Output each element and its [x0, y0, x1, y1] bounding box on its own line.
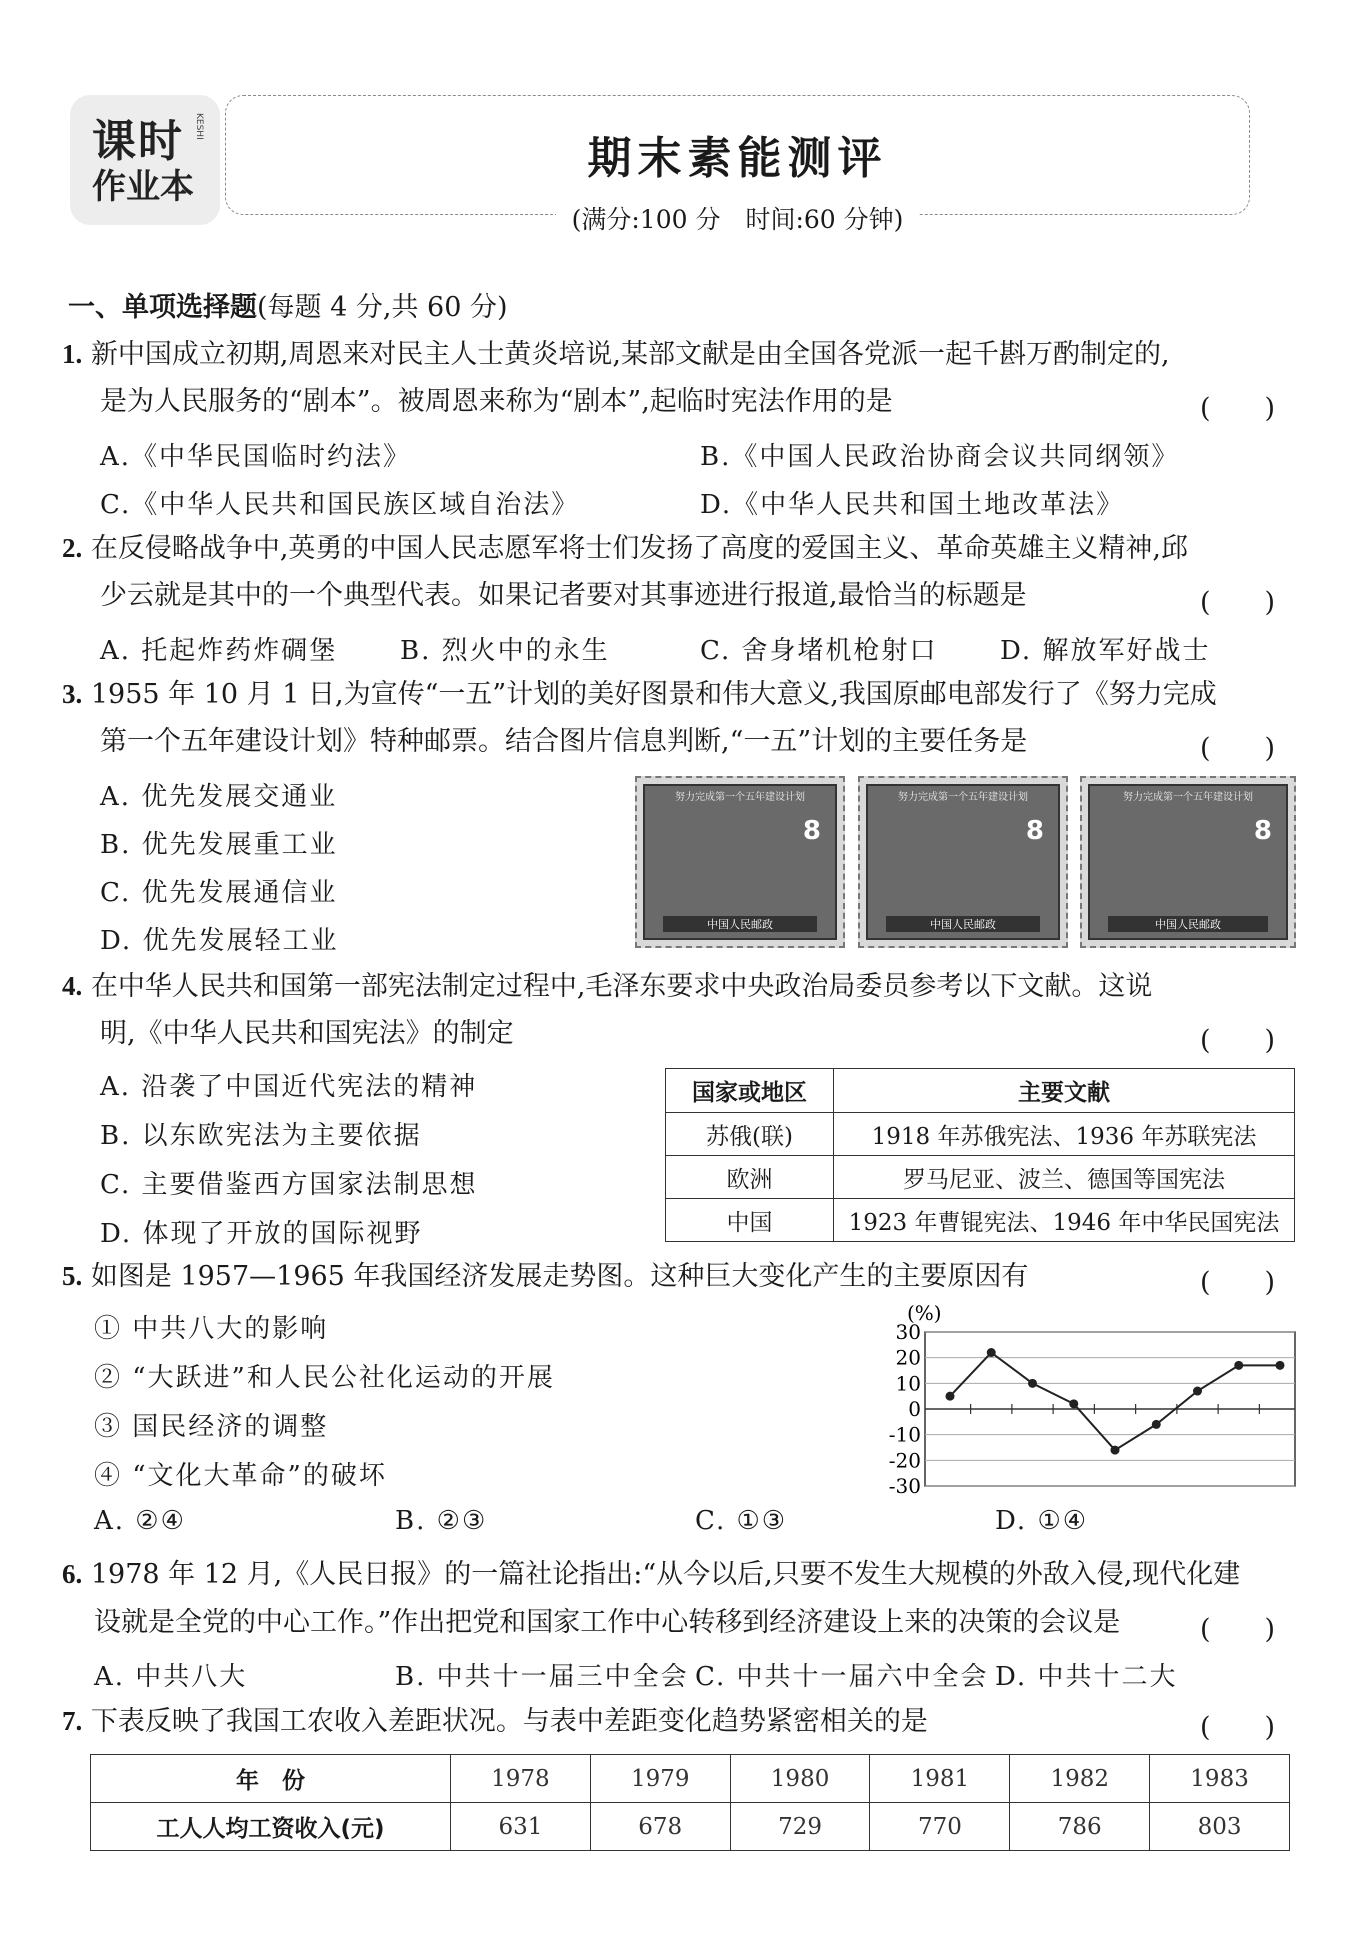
q3-option-c[interactable]: C. 优先发展通信业	[100, 878, 338, 908]
q2-option-a[interactable]: A. 托起炸药炸碉堡	[100, 636, 338, 666]
q3-option-b[interactable]: B. 优先发展重工业	[100, 830, 338, 860]
q4-documents-table	[665, 1068, 1295, 1242]
chart-y-tick-label: 10	[895, 1371, 921, 1396]
q5-stem-1: 如图是 1957—1965 年我国经济发展走势图。这种巨大变化产生的主要原因有	[90, 1261, 1029, 1292]
q3-stem-1: 1955 年 10 月 1 日,为宣传“一五”计划的美好图景和伟大意义,我国原邮电部发行了《努力完成	[90, 679, 1217, 710]
q5-answer-blank[interactable]: ( )	[1200, 1267, 1276, 1298]
q7-answer-blank[interactable]: ( )	[1200, 1712, 1276, 1743]
q4-option-d[interactable]: D. 体现了开放的国际视野	[100, 1219, 423, 1249]
q3-option-d[interactable]: D. 优先发展轻工业	[100, 926, 339, 956]
logo-pinyin: KESHI	[194, 113, 204, 140]
chart-data-point	[1193, 1387, 1202, 1396]
section-heading	[68, 285, 508, 324]
q4-option-a[interactable]: A. 沿袭了中国近代宪法的精神	[100, 1072, 478, 1102]
table-cell: 1923 年曹锟宪法、1946 年中华民国宪法	[834, 1199, 1295, 1242]
q2-answer-blank[interactable]: ( )	[1200, 587, 1276, 618]
q1-option-c[interactable]: C.《中华人民共和国民族区域自治法》	[100, 490, 580, 520]
chart-y-unit: (%)	[907, 1301, 942, 1325]
q7-stem-1: 下表反映了我国工农收入差距状况。与表中差距变化趋势紧密相关的是	[90, 1706, 928, 1737]
q1-option-d[interactable]: D.《中华人民共和国土地改革法》	[700, 490, 1125, 520]
table-cell: 中国	[666, 1199, 834, 1242]
table-cell: 1918 年苏俄宪法、1936 年苏联宪法	[834, 1113, 1295, 1156]
q1-number: 1.	[62, 339, 83, 369]
q2-option-c[interactable]: C. 舍身堵机枪射口	[700, 636, 938, 666]
publisher-logo	[70, 95, 220, 225]
q2-option-d[interactable]: D. 解放军好战士	[1000, 636, 1211, 666]
q6-line1	[62, 1558, 1240, 1591]
table-cell: 631	[451, 1803, 591, 1851]
q3-line1	[62, 678, 1217, 711]
stamp-steel	[635, 776, 845, 948]
logo-main-text: 课时	[92, 116, 184, 167]
chart-data-point	[1069, 1399, 1078, 1408]
table-row	[91, 1803, 1290, 1851]
exam-info	[225, 200, 1250, 236]
chart-data-point	[1276, 1361, 1285, 1370]
table-row	[666, 1156, 1295, 1199]
q2-line1	[62, 532, 1188, 565]
stamp-3-value: 8	[1253, 816, 1272, 846]
q5-item-1: ① 中共八大的影响	[94, 1314, 329, 1344]
q3-stem-2: 第一个五年建设计划》特种邮票。结合图片信息判断,“一五”计划的主要任务是	[100, 726, 1028, 757]
stamp-2-issuer: 中国人民邮政	[886, 916, 1040, 932]
q2-stem-1: 在反侵略战争中,英勇的中国人民志愿军将士们发扬了高度的爱国主义、革命英雄主义精神,邱	[90, 533, 1189, 564]
q1-stem-2: 是为人民服务的“剧本”。被周恩来称为“剧本”,起临时宪法作用的是	[100, 386, 893, 417]
stamp-power	[858, 776, 1068, 948]
chart-y-tick-label: 30	[895, 1320, 921, 1344]
table-row-label: 年 份	[91, 1755, 451, 1803]
table-cell: 罗马尼亚、波兰、德国等国宪法	[834, 1156, 1295, 1199]
table-cell: 770	[870, 1803, 1010, 1851]
q7-line1	[62, 1705, 928, 1738]
q5-option-d[interactable]: D. ①④	[995, 1506, 1089, 1536]
table-cell: 欧洲	[666, 1156, 834, 1199]
q2-option-b[interactable]: B. 烈火中的永生	[400, 636, 610, 666]
q1-stem-1: 新中国成立初期,周恩来对民主人士黄炎培说,某部文献是由全国各党派一起千斟万酌制定的,	[90, 339, 1170, 370]
table-header-row	[666, 1069, 1295, 1113]
table-cell: 678	[590, 1803, 730, 1851]
chart-data-point	[987, 1348, 996, 1357]
q7-income-table	[90, 1754, 1290, 1851]
chart-data-point	[1111, 1446, 1120, 1455]
q6-option-a[interactable]: A. 中共八大	[94, 1662, 248, 1692]
table-cell: 729	[730, 1803, 870, 1851]
q5-line1	[62, 1260, 1028, 1293]
stamp-3-issuer: 中国人民邮政	[1108, 916, 1268, 932]
q3-option-a[interactable]: A. 优先发展交通业	[100, 782, 338, 812]
table-cell: 苏俄(联)	[666, 1113, 834, 1156]
section-note: (每题 4 分,共 60 分)	[257, 292, 508, 323]
q7-number: 7.	[62, 1706, 83, 1736]
q5-item-3: ③ 国民经济的调整	[94, 1412, 329, 1442]
table-cell: 1983	[1150, 1755, 1290, 1803]
table-cell: 786	[1010, 1803, 1150, 1851]
table-cell: 1982	[1010, 1755, 1150, 1803]
stamp-coal	[1080, 776, 1296, 948]
q4-number: 4.	[62, 971, 83, 1001]
table-row	[666, 1199, 1295, 1242]
q1-answer-blank[interactable]: ( )	[1200, 393, 1276, 424]
chart-y-tick-label: -20	[888, 1448, 921, 1473]
q4-line1	[62, 970, 1152, 1003]
logo-sub-text: 作业本	[92, 167, 194, 207]
chart-data-point	[1152, 1420, 1161, 1429]
q5-item-2: ② “大跃进”和人民公社化运动的开展	[94, 1363, 555, 1393]
table-cell: 1980	[730, 1755, 870, 1803]
q6-stem-2: 设就是全党的中心工作。”作出把党和国家工作中心转移到经济建设上来的决策的会议是	[94, 1607, 1121, 1638]
chart-y-tick-label: 0	[908, 1397, 921, 1421]
stamp-3-caption: 努力完成第一个五年建设计划	[1123, 792, 1253, 802]
q5-number: 5.	[62, 1261, 83, 1291]
q1-option-b[interactable]: B.《中国人民政治协商会议共同纲领》	[700, 442, 1180, 472]
stamp-1-value: 8	[802, 816, 821, 846]
q2-stem-2: 少云就是其中的一个典型代表。如果记者要对其事迹进行报道,最恰当的标题是	[100, 580, 1027, 611]
q3-number: 3.	[62, 679, 83, 709]
chart-y-tick-label: -10	[888, 1422, 921, 1447]
q5-item-4: ④ “文化大革命”的破坏	[94, 1461, 387, 1491]
q3-answer-blank[interactable]: ( )	[1200, 733, 1276, 764]
chart-data-point	[1028, 1379, 1037, 1388]
table-cell: 1978	[451, 1755, 591, 1803]
stamp-2-value: 8	[1025, 816, 1044, 846]
table-row	[666, 1113, 1295, 1156]
stamp-2-caption: 努力完成第一个五年建设计划	[898, 792, 1028, 802]
chart-data-point	[1234, 1361, 1243, 1370]
stamp-1-issuer: 中国人民邮政	[663, 916, 817, 932]
chart-data-point	[946, 1392, 955, 1401]
q5-option-c[interactable]: C. ①③	[695, 1506, 788, 1536]
q4-stem-1: 在中华人民共和国第一部宪法制定过程中,毛泽东要求中央政治局委员参考以下文献。这说	[90, 971, 1153, 1002]
q4-option-c[interactable]: C. 主要借鉴西方国家法制思想	[100, 1170, 478, 1200]
q5-option-b[interactable]: B. ②③	[395, 1506, 488, 1536]
q1-option-a[interactable]: A.《中华民国临时约法》	[100, 442, 412, 472]
page-title: 期末素能测评	[587, 133, 888, 184]
q4-stem-2: 明,《中华人民共和国宪法》的制定	[100, 1018, 514, 1049]
chart-y-tick-label: 20	[895, 1345, 921, 1370]
table-cell: 803	[1150, 1803, 1290, 1851]
q1-line1	[62, 338, 1170, 371]
table-row-label: 工人人均工资收入(元)	[91, 1803, 451, 1851]
section-label: 一、单项选择题	[68, 292, 257, 323]
chart-series-line	[950, 1353, 1280, 1451]
q2-number: 2.	[62, 533, 83, 563]
q6-option-d[interactable]: D. 中共十二大	[995, 1662, 1178, 1692]
q6-option-c[interactable]: C. 中共十一届六中全会	[695, 1662, 989, 1692]
q4-option-b[interactable]: B. 以东欧宪法为主要依据	[100, 1121, 422, 1151]
q6-number: 6.	[62, 1559, 83, 1589]
table-header: 主要文献	[834, 1069, 1295, 1113]
table-header: 国家或地区	[666, 1069, 834, 1113]
economic-trend-chart	[865, 1300, 1305, 1500]
stamp-1-caption: 努力完成第一个五年建设计划	[675, 792, 805, 802]
q6-answer-blank[interactable]: ( )	[1200, 1614, 1276, 1645]
table-cell: 1981	[870, 1755, 1010, 1803]
q5-option-a[interactable]: A. ②④	[94, 1506, 186, 1536]
q6-stem-1: 1978 年 12 月,《人民日报》的一篇社论指出:“从今以后,只要不发生大规模的外敌入侵,现代化建	[90, 1559, 1241, 1590]
exam-info-text: (满分:100 分 时间:60 分钟)	[556, 205, 920, 234]
table-cell: 1979	[590, 1755, 730, 1803]
chart-y-tick-label: -30	[888, 1474, 921, 1498]
q4-answer-blank[interactable]: ( )	[1200, 1025, 1276, 1056]
table-row	[91, 1755, 1290, 1803]
q6-option-b[interactable]: B. 中共十一届三中全会	[395, 1662, 689, 1692]
